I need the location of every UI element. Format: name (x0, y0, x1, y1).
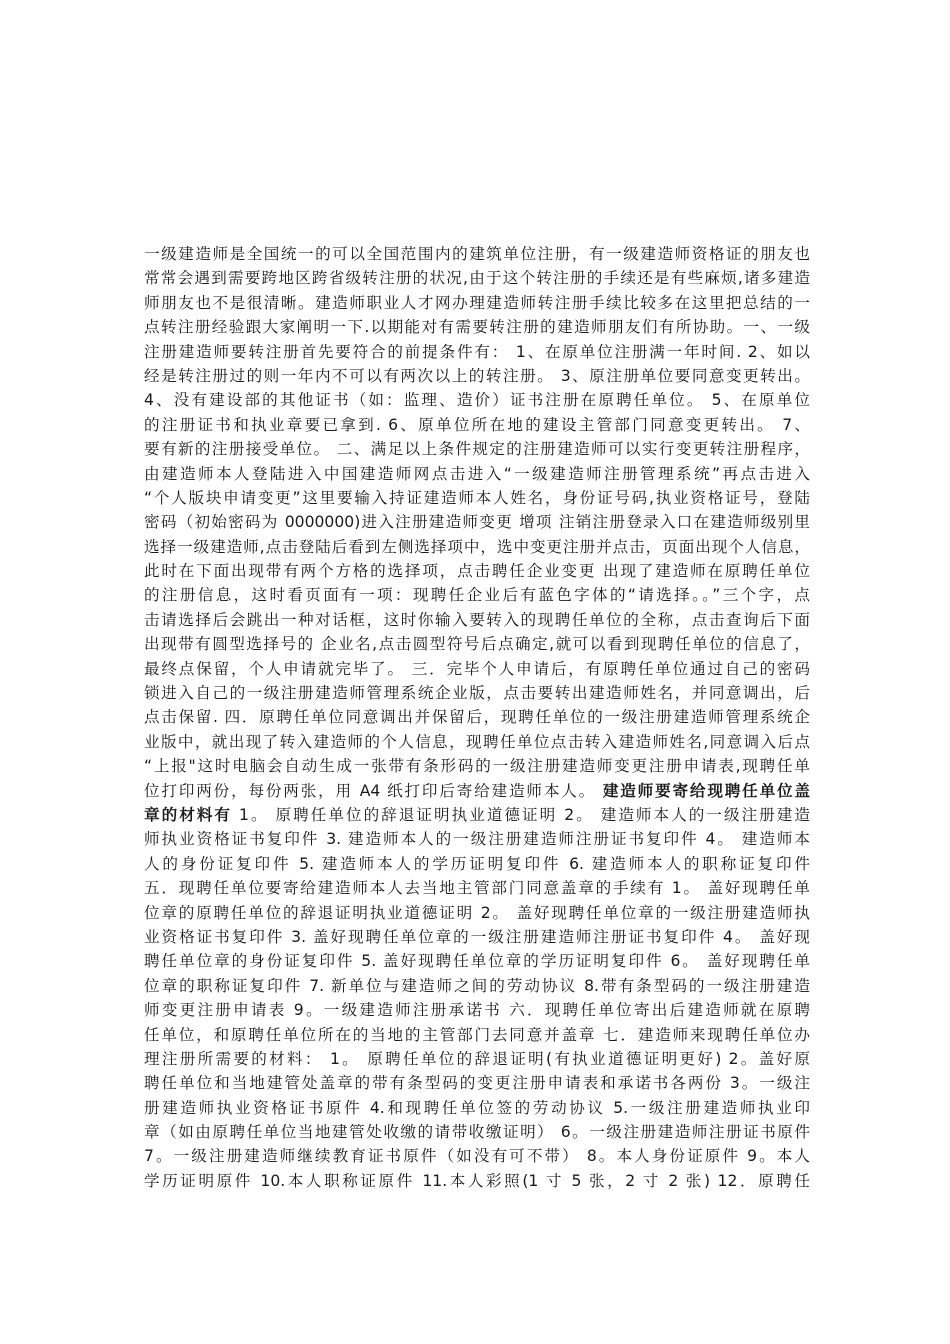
text-segment: 经是转注册过的则一年内不可以有两次以上的转注册。 3、原注册单位要同意变更转出。 (144, 366, 810, 385)
text-line (144, 462, 810, 486)
text-segment: 密码（初始密码为 0000000)进入注册建造师变更 增项 注销注册登录入口在建造师级别里 (144, 513, 810, 532)
text-line (144, 657, 810, 681)
text-segment: 位打印两份，每份两张，用 A4 纸打印后寄给建造师本人。 (144, 781, 603, 800)
text-segment: 的注册信息，这时看页面有一项：现聘任企业后有蓝色字体的“请选择。。”三个字，点 (144, 586, 810, 605)
text-line (144, 413, 810, 437)
text-line (144, 1144, 810, 1168)
text-line (144, 535, 810, 559)
text-line (144, 583, 810, 607)
text-line (144, 1096, 810, 1120)
text-line (144, 510, 810, 534)
text-line (144, 1120, 810, 1144)
text-segment: 击请选择后会跳出一种对话框，这时你输入要转入的现聘任单位的全称，点击查询后下面 (144, 610, 810, 629)
text-segment: “上报"这时电脑会自动生成一张带有条形码的一级注册建造师变更注册申请表,现聘任单 (144, 757, 810, 776)
text-segment: 位章的职称证复印件 7. 新单位与建造师之间的劳动协议 8.带有条型码的一级注册建造 (144, 976, 810, 995)
text-segment: 常常会遇到需要跨地区跨省级转注册的状况,由于这个转注册的手续还是有些麻烦,诸多建造 (144, 269, 810, 288)
document-body-text (144, 242, 810, 1193)
text-line (144, 266, 810, 290)
text-segment: 点转注册经验跟大家阐明一下.以期能对有需要转注册的建造师朋友们有所协助。一、一级 (144, 318, 810, 337)
text-segment: 此时在下面出现带有两个方格的选择项，点击聘任企业变更 出现了建造师在原聘任单位 (144, 562, 810, 581)
text-segment: 人的身份证复印件 5. 建造师本人的学历证明复印件 6. 建造师本人的职称证复印件 (144, 854, 810, 873)
text-line (144, 1071, 810, 1095)
text-segment: 师执业资格证书复印件 3. 建造师本人的一级注册建造师注册证书复印件 4。 建造师本 (144, 830, 810, 849)
bold-heading-text: 建造师要寄给现聘任单位盖 (602, 781, 810, 800)
text-segment: 位章的原聘任单位的辞退证明执业道德证明 2。 盖好现聘任单位章的一级注册建造师执 (144, 903, 810, 922)
text-segment: 最终点保留，个人申请就完毕了。 三．完毕个人申请后，有原聘任单位通过自己的密码 (144, 659, 810, 678)
text-line (144, 779, 810, 803)
text-line (144, 608, 810, 632)
text-segment: 出现带有圆型选择号的 企业名,点击圆型符号后点确定,就可以看到现聘任单位的信息了， (144, 635, 810, 654)
text-segment: 选择一级建造师,点击登陆后看到左侧选择项中，选中变更注册并点击，页面出现个人信息， (144, 537, 810, 556)
text-segment: 7。一级注册建造师继续教育证书原件（如没有可不带） 8。本人身份证原件 9。本人 (144, 1147, 810, 1166)
text-segment: 点击保留. 四．原聘任单位同意调出并保留后，现聘任单位的一级注册建造师管理系统企 (144, 708, 810, 727)
text-line (144, 291, 810, 315)
text-line (144, 998, 810, 1022)
text-line (144, 388, 810, 412)
text-line (144, 901, 810, 925)
text-line (144, 852, 810, 876)
text-segment: 任单位，和原聘任单位所在的当地的主管部门去同意并盖章 七．建造师来现聘任单位办 (144, 1025, 810, 1044)
text-line (144, 340, 810, 364)
text-line (144, 730, 810, 754)
text-segment: 一级建造师是全国统一的可以全国范围内的建筑单位注册，有一级建造师资格证的朋友也 (144, 245, 810, 263)
text-line (144, 242, 810, 266)
text-segment: 师变更注册申请表 9。一级建造师注册承诺书 六．现聘任单位寄出后建造师就在原聘 (144, 1001, 810, 1020)
text-line (144, 974, 810, 998)
text-line (144, 705, 810, 729)
text-line (144, 754, 810, 778)
text-line (144, 1169, 810, 1193)
text-segment: 要有新的注册接受单位。 二、满足以上条件规定的注册建造师可以实行变更转注册程序， (144, 440, 810, 459)
text-segment: 业版中，就出现了转入建造师的个人信息，现聘任单位点击转入建造师姓名,同意调入后点 (144, 732, 810, 751)
text-segment: 的注册证书和执业章要已拿到. 6、原单位所在地的建设主管部门同意变更转出。 7、 (144, 415, 810, 434)
text-segment: “个人版块申请变更”这里要输入持证建造师本人姓名，身份证号码,执业资格证号，登陆 (144, 488, 810, 507)
text-segment: 学历证明原件 10.本人职称证原件 11.本人彩照(1 寸 5 张，2 寸 2 张) 12．原聘任 (144, 1171, 810, 1190)
text-segment: 章（如由原聘任单位当地建管处收缴的请带收缴证明） 6。一级注册建造师注册证书原件 (144, 1123, 810, 1142)
text-segment: 1。 原聘任单位的辞退证明执业道德证明 2。 建造师本人的一级注册建造 (232, 805, 810, 824)
text-line (144, 486, 810, 510)
text-line (144, 925, 810, 949)
text-segment: 锁进入自己的一级注册建造师管理系统企业版，点击要转出建造师姓名，并同意调出，后 (144, 684, 810, 703)
text-segment: 由建造师本人登陆进入中国建造师网点击进入“一级建造师注册管理系统”再点击进入 (144, 464, 810, 483)
text-segment: 五．现聘任单位要寄给建造师本人去当地主管部门同意盖章的手续有 1。 盖好现聘任单 (144, 879, 810, 898)
text-segment: 聘任单位和当地建管处盖章的带有条型码的变更注册申请表和承诺书各两份 3。一级注 (144, 1074, 810, 1093)
text-segment: 师朋友也不是很清晰。建造师职业人才网办理建造师转注册手续比较多在这里把总结的一 (144, 293, 810, 312)
text-line (144, 315, 810, 339)
text-line (144, 559, 810, 583)
text-line (144, 681, 810, 705)
text-line (144, 632, 810, 656)
text-line (144, 949, 810, 973)
text-segment: 理注册所需要的材料： 1。 原聘任单位的辞退证明(有执业道德证明更好) 2。盖好原 (144, 1049, 810, 1068)
bold-heading-text: 章的材料有 (144, 805, 233, 824)
text-segment: 注册建造师要转注册首先要符合的前提条件有： 1、在原单位注册满一年时间. 2、如以 (144, 342, 810, 361)
text-line (144, 1023, 810, 1047)
text-segment: 聘任单位章的身份证复印件 5. 盖好现聘任单位章的学历证明复印件 6。 盖好现聘任单 (144, 952, 810, 971)
text-line (144, 827, 810, 851)
text-segment: 4、没有建设部的其他证书（如：监理、造价）证书注册在原聘任单位。 5、在原单位 (144, 391, 810, 410)
text-line (144, 364, 810, 388)
text-line (144, 437, 810, 461)
text-line (144, 803, 810, 827)
text-line (144, 876, 810, 900)
text-line (144, 1047, 810, 1071)
text-segment: 册建造师执业资格证书原件 4.和现聘任单位签的劳动协议 5.一级注册建造师执业印 (144, 1098, 810, 1117)
text-segment: 业资格证书复印件 3. 盖好现聘任单位章的一级注册建造师注册证书复印件 4。 盖好现 (144, 927, 810, 946)
